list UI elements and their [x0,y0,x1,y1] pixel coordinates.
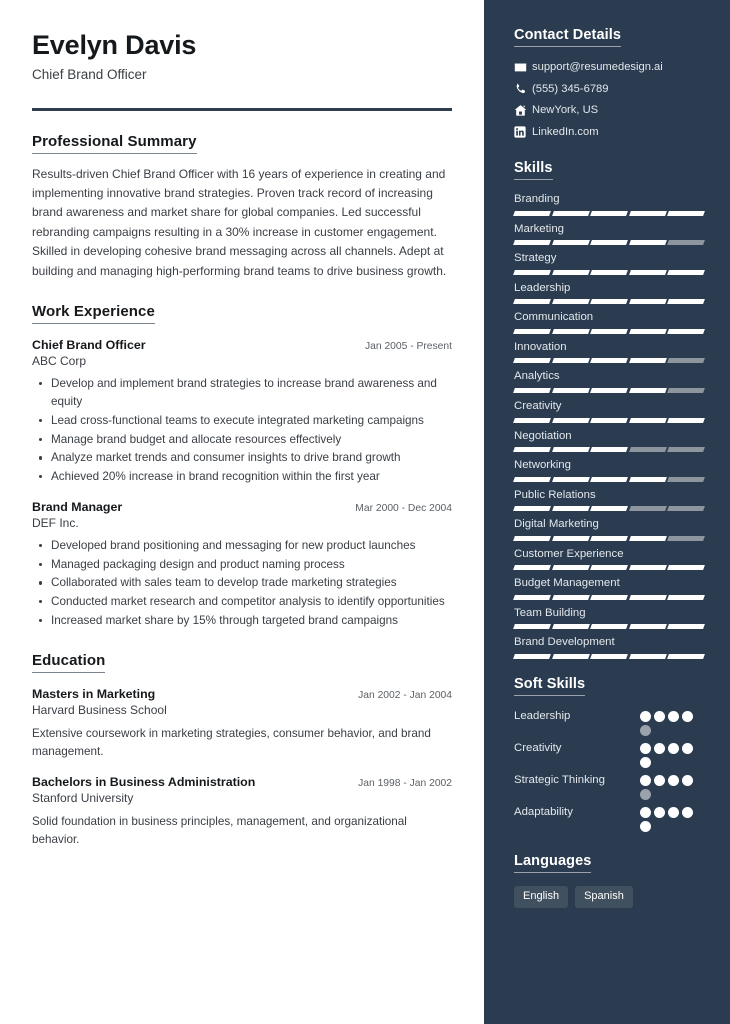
sidebar-heading-soft-skills: Soft Skills [514,676,585,696]
skill-segment [667,536,704,541]
skill-segment [590,211,627,216]
entry-date: Jan 1998 - Jan 2002 [358,778,452,790]
skill-segment [552,299,589,304]
rating-dot [640,807,651,818]
skill-label: Customer Experience [514,547,624,560]
skill-level-bar [514,654,704,659]
skill-segment [552,654,589,659]
skill-segment [590,447,627,452]
soft-skill-label: Strategic Thinking [514,773,605,786]
entry-organization: ABC Corp [32,354,87,369]
skill-segment [629,240,666,245]
entry-title: Masters in Marketing [32,686,156,701]
skill-segment [513,624,550,629]
skill-segment [552,536,589,541]
entry-bullet: Manage brand budget and allocate resources effectively [51,431,452,449]
skills-list [514,191,704,659]
skill-segment [513,506,550,511]
section-heading-work: Work Experience [32,303,155,324]
skill-segment [667,211,704,216]
skill-segment [552,565,589,570]
skill-label: Budget Management [514,577,620,590]
skill-row [514,575,704,600]
skill-segment [667,447,704,452]
skill-row [514,368,704,393]
skill-level-bar [514,447,704,452]
skill-segment [590,240,627,245]
contact-text: support@resumedesign.ai [532,61,663,73]
skill-label: Branding [514,193,560,206]
resume-entry [32,338,452,486]
skill-segment [552,624,589,629]
skill-level-bar [514,299,704,304]
skill-segment [667,418,704,423]
soft-skill-row [514,772,704,800]
sidebar-section-contact [514,26,704,139]
entry-description: Solid foundation in business principles, management, and organizational behavior. [32,815,407,847]
contact-row [514,125,704,140]
rating-dot [668,743,679,754]
entry-bullet-list [32,537,452,630]
resume-entry [32,687,452,761]
skill-segment [667,624,704,629]
entry-bullet: Analyze market trends and consumer insights to drive brand growth [51,449,452,467]
skill-level-bar [514,388,704,393]
skill-label: Team Building [514,606,586,619]
skill-level-bar [514,418,704,423]
sidebar-heading-languages: Languages [514,853,591,873]
skill-segment [667,477,704,482]
skill-label: Digital Marketing [514,518,599,531]
skill-segment [667,240,704,245]
skill-segment [513,447,550,452]
skill-segment [629,358,666,363]
resume-entry [32,775,452,849]
skill-segment [552,270,589,275]
header-divider [32,108,452,111]
skill-label: Innovation [514,340,567,353]
sidebar-section-soft-skills [514,675,704,832]
soft-skill-label: Leadership [514,709,571,722]
skill-segment [590,477,627,482]
skill-label: Leadership [514,281,571,294]
skill-level-bar [514,477,704,482]
skill-row [514,339,704,364]
entry-bullet: Lead cross-functional teams to execute integrated marketing campaigns [51,412,452,430]
skill-segment [629,211,666,216]
candidate-name: Evelyn Davis [32,30,197,60]
soft-skill-row [514,740,704,768]
section-education [32,652,452,850]
soft-skill-row [514,804,704,832]
skill-row [514,487,704,512]
skill-segment [513,358,550,363]
skill-label: Analytics [514,370,560,383]
skill-segment [629,447,666,452]
entry-organization: Stanford University [32,791,134,806]
skill-segment [590,358,627,363]
entry-bullet-list [32,375,452,486]
rating-dot [682,743,693,754]
section-professional-summary [32,133,452,282]
entry-bullet: Achieved 20% increase in brand recognition within the first year [51,468,452,486]
skill-level-bar [514,211,704,216]
skill-segment [629,536,666,541]
skill-segment [629,329,666,334]
entry-title: Brand Manager [32,499,123,514]
entry-header [32,687,452,701]
sidebar-section-skills [514,159,704,659]
skill-row [514,221,704,246]
skill-segment [513,329,550,334]
skill-segment [552,358,589,363]
skill-segment [590,624,627,629]
skill-segment [513,299,550,304]
skill-row [514,516,704,541]
soft-skill-rating [640,740,704,768]
language-chip: English [514,886,568,908]
skill-level-bar [514,270,704,275]
entry-bullet: Developed brand positioning and messaging for new product launches [51,537,452,555]
skill-row [514,546,704,571]
skill-segment [667,299,704,304]
skill-label: Strategy [514,252,557,265]
skill-label: Public Relations [514,488,596,501]
skill-level-bar [514,329,704,334]
skill-segment [667,388,704,393]
rating-dot [668,775,679,786]
rating-dot [682,711,693,722]
contact-row [514,82,704,97]
entry-title: Chief Brand Officer [32,338,146,353]
contact-text: LinkedIn.com [532,125,599,138]
phone-icon [514,83,532,95]
skill-segment [629,418,666,423]
skill-row [514,191,704,216]
entry-title: Bachelors in Business Administration [32,775,256,790]
section-heading-summary: Professional Summary [32,133,197,154]
skill-segment [667,270,704,275]
entry-bullet: Managed packaging design and product naming process [51,556,452,574]
skill-segment [513,388,550,393]
entry-bullet: Collaborated with sales team to develop trade marketing strategies [51,574,452,592]
skill-segment [590,536,627,541]
skill-row [514,457,704,482]
skill-segment [590,506,627,511]
soft-skill-rating [640,772,704,800]
rating-dot [654,743,665,754]
contact-text: NewYork, US [532,104,599,117]
skill-segment [629,506,666,511]
rating-dot [640,711,651,722]
skill-segment [552,211,589,216]
soft-skill-rating [640,708,704,736]
skill-label: Brand Development [514,636,615,649]
languages-list [514,886,704,908]
skill-segment [552,240,589,245]
skill-segment [552,477,589,482]
skill-segment [667,358,704,363]
rating-dot [668,711,679,722]
section-heading-education: Education [32,652,105,673]
skill-segment [552,329,589,334]
soft-skill-rating [640,804,704,832]
skill-level-bar [514,506,704,511]
entry-date: Mar 2000 - Dec 2004 [355,502,452,514]
skill-segment [513,211,550,216]
candidate-job-title: Chief Brand Officer [32,67,147,83]
skill-segment [667,654,704,659]
education-entry-list [32,687,452,850]
entry-bullet: Develop and implement brand strategies to increase brand awareness and equity [51,375,452,411]
envelope-icon [514,61,532,74]
linkedin-icon [514,126,532,138]
skill-segment [513,536,550,541]
skill-segment [667,565,704,570]
skill-segment [590,654,627,659]
rating-dot [668,807,679,818]
skill-level-bar [514,624,704,629]
skill-segment [590,270,627,275]
skill-segment [629,624,666,629]
skill-label: Marketing [514,222,565,235]
rating-dot [640,725,651,736]
sidebar [484,0,730,1024]
skill-segment [629,388,666,393]
skill-segment [629,565,666,570]
rating-dot [640,757,651,768]
skill-segment [513,595,550,600]
skill-segment [552,447,589,452]
contact-text: (555) 345-6789 [532,82,609,95]
section-work-experience [32,303,452,630]
entry-header [32,775,452,789]
skill-level-bar [514,565,704,570]
skill-segment [552,595,589,600]
skill-segment [629,270,666,275]
skill-row [514,428,704,453]
soft-skills-list [514,708,704,832]
skill-segment [590,595,627,600]
skill-segment [552,418,589,423]
entry-header [32,338,452,352]
rating-dot [654,807,665,818]
skill-segment [590,418,627,423]
skill-segment [552,506,589,511]
skill-segment [667,595,704,600]
skill-segment [629,595,666,600]
sidebar-heading-contact: Contact Details [514,27,621,47]
skill-segment [629,654,666,659]
skill-row [514,250,704,275]
skill-segment [513,240,550,245]
skill-segment [552,388,589,393]
contact-row [514,103,704,118]
header-block [32,30,452,84]
skill-level-bar [514,358,704,363]
skill-segment [513,565,550,570]
rating-dot [654,711,665,722]
entry-bullet: Increased market share by 15% through targeted brand campaigns [51,612,452,630]
entry-organization: Harvard Business School [32,702,167,717]
sidebar-heading-skills: Skills [514,160,553,180]
rating-dot [640,821,651,832]
skill-segment [513,654,550,659]
skill-segment [513,477,550,482]
resume-entry [32,500,452,630]
skill-segment [513,418,550,423]
skill-segment [667,506,704,511]
entry-organization: DEF Inc. [32,515,79,530]
language-chip: Spanish [575,886,633,908]
entry-description: Extensive coursework in marketing strategies, consumer behavior, and brand management. [32,726,431,758]
skill-segment [590,565,627,570]
entry-bullet: Conducted market research and competitor analysis to identify opportunities [51,593,452,611]
skill-row [514,309,704,334]
soft-skill-label: Adaptability [514,805,573,818]
skill-row [514,398,704,423]
skill-segment [629,477,666,482]
entry-date: Jan 2002 - Jan 2004 [358,689,452,701]
rating-dot [682,807,693,818]
home-icon [514,104,532,117]
skill-row [514,605,704,630]
skill-segment [590,299,627,304]
skill-level-bar [514,595,704,600]
soft-skill-label: Creativity [514,741,562,754]
contact-list [514,60,704,139]
skill-row [514,634,704,659]
skill-segment [590,388,627,393]
contact-row [514,60,704,75]
summary-text: Results-driven Chief Brand Officer with 16 years of experience in creating and implementing innovative brand strategies. Proven track record of increasing brand awareness and market share for global companies. Led successful rebranding campaigns resulting in a 30% increase in customer engagement. Skilled in developing cohesive brand messaging across all channels. Adept at building and managing high-performing brand teams to drive business growth. [32,166,447,278]
skill-row [514,280,704,305]
skill-label: Creativity [514,399,562,412]
work-entry-list [32,338,452,630]
skill-level-bar [514,240,704,245]
skill-segment [629,299,666,304]
skill-label: Negotiation [514,429,572,442]
rating-dot [640,775,651,786]
sidebar-section-languages [514,852,704,908]
soft-skill-row [514,708,704,736]
rating-dot [654,775,665,786]
rating-dot [682,775,693,786]
skill-segment [590,329,627,334]
skill-segment [513,270,550,275]
skill-label: Communication [514,311,594,324]
skill-label: Networking [514,459,571,472]
entry-header [32,500,452,514]
entry-date: Jan 2005 - Present [364,341,452,353]
skill-level-bar [514,536,704,541]
skill-segment [667,329,704,334]
rating-dot [640,743,651,754]
rating-dot [640,789,651,800]
